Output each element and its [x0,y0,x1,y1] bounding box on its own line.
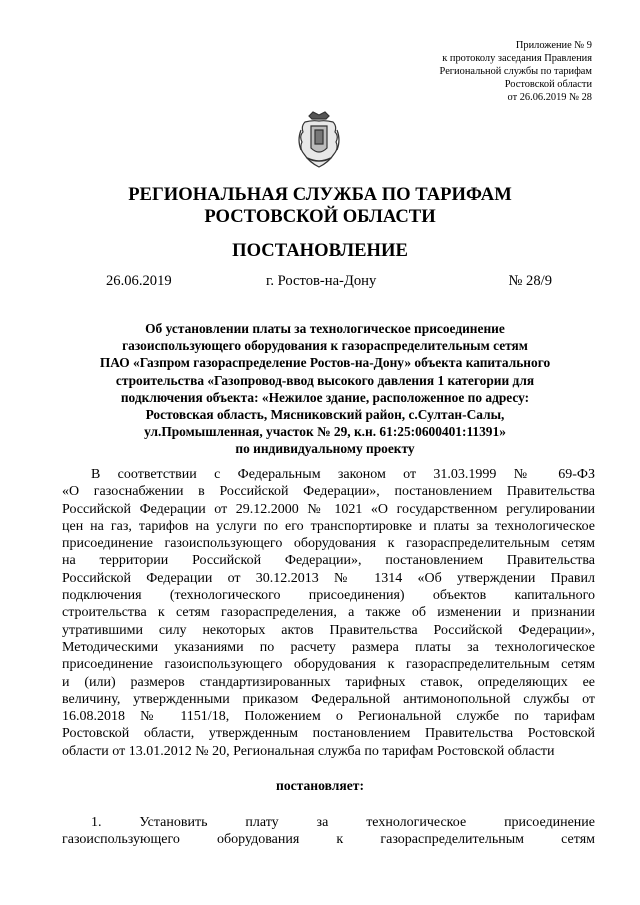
body-line: присоединение газоиспользующего оборудования к газораспределительным сетям [62,536,595,552]
title-line: ПАО «Газпром газораспределение Ростов-на-Дону» объекта капитального [99,355,551,371]
body-line: величину, утвержденными приказом Федеральной антимонопольной службы от [62,691,595,707]
title-line: ул.Промышленная, участок № 29, к.н. 61:25:0600401:11391» [144,424,506,440]
title-line: Ростовская область, Мясниковский район, с.Султан-Салы, [145,407,505,423]
title-line: по индивидуальному проекту [235,441,415,457]
body-line: цен на газ, тарифов на услуги по его транспортировке и платы за технологическое [62,518,595,534]
organization-line: РЕГИОНАЛЬНАЯ СЛУЖБА ПО ТАРИФАМ [128,184,512,205]
body-line: В соответствии с Федеральным законом от 31.03.1999 № 69-ФЗ [91,467,595,482]
resolves-heading: постановляет: [276,778,364,793]
body-line: области от 13.01.2012 № 20, Региональная служба по тарифам Ростовской области [62,743,555,759]
appendix-line: Ростовской области [504,78,592,90]
document-type: ПОСТАНОВЛЕНИЕ [232,240,408,261]
clause-line: газоиспользующего оборудования к газораспределительным сетям [62,832,595,848]
title-line: подключения объекта: «Нежилое здание, расположенное по адресу: [120,389,530,405]
body-line: Российской Федерации от 30.12.2013 № 1314 «Об утверждении Правил [62,570,595,586]
coat-of-arms-icon [295,110,343,170]
body-line: Российской Федерации от 29.12.2000 № 1021 «О государственном регулировании [62,501,595,517]
body-line: строительства к сетям газораспределения, а также об изменении и признании [62,605,595,621]
document-title [60,320,590,458]
body-line: Методическими указаниями по расчету размера платы за технологическое [62,639,595,655]
appendix-line: Региональной службы по тарифам [439,65,592,77]
appendix-line: Приложение № 9 [515,40,592,51]
body-line: «О газоснабжении в Российской Федерации», постановлением Правительства [62,484,595,500]
title-line: строительства «Газопровод-ввод высокого давления 1 категории для [115,372,535,388]
organization-line: РОСТОВСКОЙ ОБЛАСТИ [204,206,436,227]
body-line: и (или) размеров стандартизированных тарифных ставок, определяющих ее [62,674,595,690]
document-city: г. Ростов-на-Дону [266,273,377,289]
body-line: на территории Российской Федерации», постановлением Правительства [62,553,595,569]
organization-name [0,184,640,228]
document-number: № 28/9 [508,273,552,289]
clause-1 [62,814,595,849]
appendix-line: к протоколу заседания Правления [442,52,592,64]
clause-line: 1. Установить плату за технологическое присоединение [91,815,595,830]
document-date: 26.06.2019 [106,273,172,289]
preamble-paragraph [62,466,595,760]
body-line: 16.08.2018 № 1151/18, Положением о Региональной службе по тарифам [62,709,595,725]
appendix-note [332,40,592,105]
body-line: утратившими силу некоторых актов Правительства Российской Федерации», [62,622,595,638]
body-line: присоединение газоиспользующего оборудования к газораспределительным сетям [62,657,595,673]
title-line: газоиспользующего оборудования к газораспределительным сетям [122,338,528,354]
title-line: Об установлении платы за технологическое присоединение [145,321,505,336]
body-line: Ростовской области, утвержденным постановлением Правительства Ростовской [62,726,595,742]
body-line: подключения (технологического присоединения) объектов капитального [62,588,595,604]
appendix-line: от 26.06.2019 № 28 [507,91,592,103]
